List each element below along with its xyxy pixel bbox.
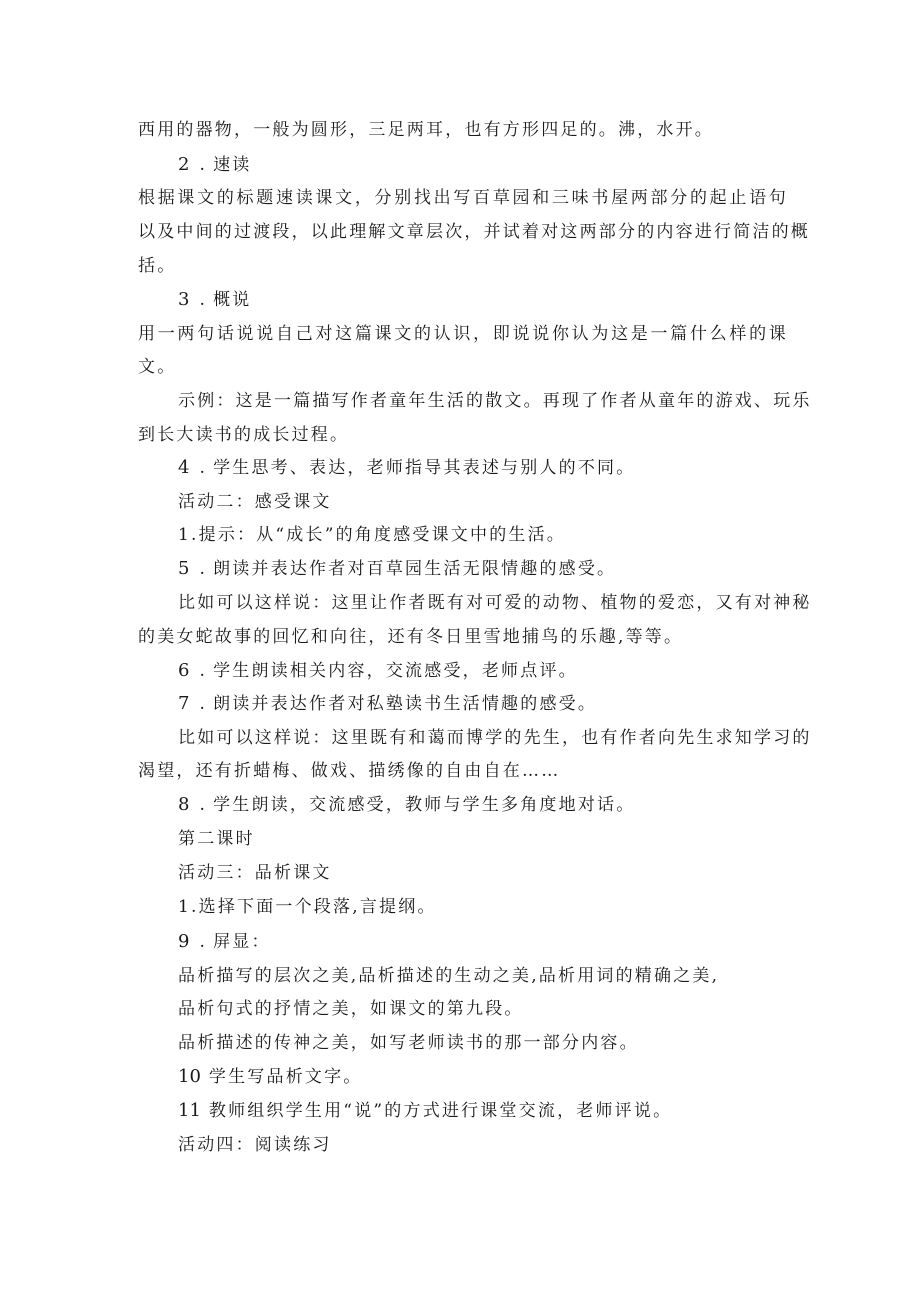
paragraph-line: 品析描写的层次之美,品析描述的生动之美,品析用词的精确之美, (178, 966, 720, 986)
item-text: 学生思考、表达，老师指导其表述与别人的不同。 (213, 458, 636, 478)
item-text: 朗读并表达作者对百草园生活无限情趣的感受。 (213, 559, 617, 579)
numbered-item: 7 . 朗读并表达作者对私塾读书生活情趣的感受。 (178, 693, 598, 714)
item-number: 3 (178, 289, 190, 310)
section-heading: 活动四：阅读练习 (178, 1135, 332, 1155)
paragraph-line: 根据课文的标题速读课文，分别找出写百草园和三味书屋两部分的起止语句 (138, 188, 788, 208)
paragraph-line: 括。 (138, 256, 177, 276)
item-number: 11 (178, 1100, 201, 1121)
item-text: 屏显： (213, 932, 271, 952)
paragraph-line: 示例：这是一篇描写作者童年生活的散文。再现了作者从童年的游戏、玩乐 (178, 391, 812, 411)
paragraph-line: 文。 (138, 357, 177, 377)
numbered-item: 9 . 屏显： (178, 931, 271, 952)
paragraph-line: 比如可以这样说：这里既有和蔼而博学的先生，也有作者向先生求知学习的 (178, 728, 812, 748)
section-heading: 第二课时 (178, 829, 255, 849)
item-number: 7 (178, 693, 190, 714)
item-text: 速读 (213, 155, 252, 175)
item-number: 10 (178, 1066, 201, 1087)
paragraph-line: 比如可以这样说：这里让作者既有对可爱的动物、植物的爱恋，又有对神秘 (178, 593, 812, 613)
paragraph-line: 西用的器物，一般为圆形，三足两耳，也有方形四足的。沸，水开。 (138, 120, 714, 140)
paragraph-line: 品析描述的传神之美，如写老师读书的那一部分内容。 (178, 1033, 639, 1053)
item-number: 6 (178, 660, 190, 681)
item-text: 概说 (213, 290, 252, 310)
paragraph-line: 1.选择下面一个段落,言提纲。 (178, 897, 437, 917)
numbered-heading: 3 . 概说 (178, 289, 252, 310)
numbered-item: 4 . 学生思考、表达，老师指导其表述与别人的不同。 (178, 457, 636, 478)
paragraph-line: 用一两句话说说自己对这篇课文的认识，即说说你认为这是一篇什么样的课 (138, 324, 788, 344)
item-text: 学生朗读，交流感受，教师与学生多角度地对话。 (213, 795, 636, 815)
item-number: 8 (178, 794, 190, 815)
section-heading: 活动三：品析课文 (178, 863, 332, 883)
numbered-item (178, 1066, 363, 1088)
item-number: 4 (178, 457, 190, 478)
item-number: 9 (178, 931, 190, 952)
paragraph-line: 到长大读书的成长过程。 (138, 425, 350, 445)
paragraph-line: 1.提示：从“成长”的角度感受课文中的生活。 (178, 525, 567, 545)
item-text: 教师组织学生用“说”的方式进行课堂交流，老师评说。 (208, 1101, 673, 1121)
paragraph-line: 渴望，还有折蜡梅、做戏、描绣像的自由自在…… (138, 761, 561, 781)
item-text: 朗读并表达作者对私塾读书生活情趣的感受。 (213, 694, 598, 714)
item-text: 学生写品析文字。 (208, 1067, 363, 1087)
paragraph-line: 的美女蛇故事的回忆和向往，还有冬日里雪地捕鸟的乐趣,等等。 (138, 627, 684, 647)
paragraph-line: 以及中间的过渡段，以此理解文章层次，并试着对这两部分的内容进行简洁的概 (138, 222, 810, 242)
item-number: 2 (178, 154, 190, 175)
section-heading: 活动二：感受课文 (178, 492, 332, 512)
numbered-heading: 2 . 速读 (178, 154, 252, 175)
numbered-item: 8 . 学生朗读，交流感受，教师与学生多角度地对话。 (178, 794, 636, 815)
numbered-item (178, 1100, 672, 1122)
numbered-item: 6 . 学生朗读相关内容，交流感受，老师点评。 (178, 660, 578, 681)
paragraph-line: 品析句式的抒情之美，如课文的第九段。 (178, 999, 524, 1019)
item-text: 学生朗读相关内容，交流感受，老师点评。 (213, 661, 578, 681)
numbered-item: 5 . 朗读并表达作者对百草园生活无限情趣的感受。 (178, 558, 617, 579)
item-number: 5 (178, 558, 190, 579)
